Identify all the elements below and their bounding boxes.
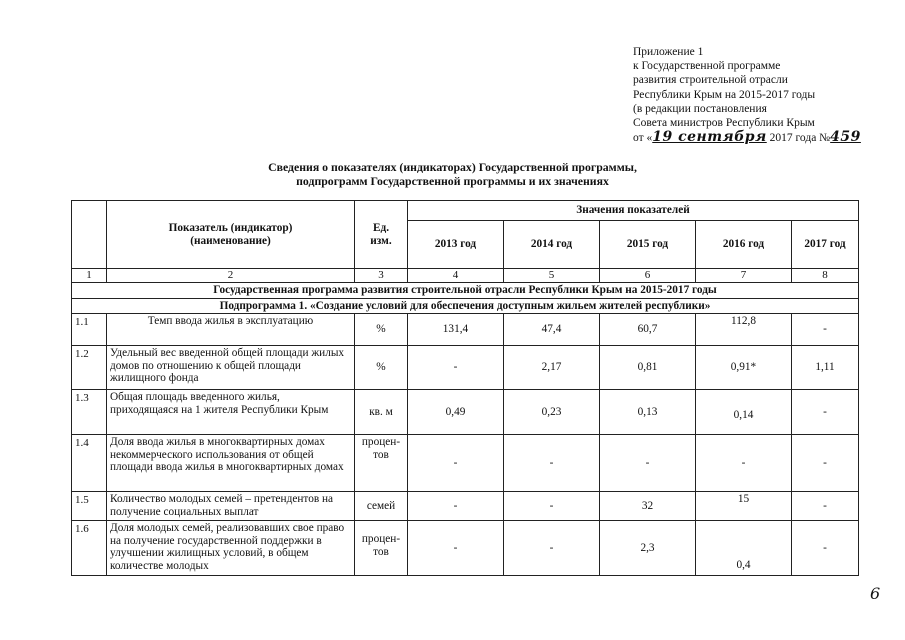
table-row [72, 390, 859, 435]
appendix-line: (в редакции постановления [633, 102, 767, 115]
row-unit: процен-тов [355, 435, 408, 492]
header-indicator-sub: (наименование) [190, 234, 271, 247]
row-number: 1.5 [72, 492, 107, 521]
appendix-date-line [633, 130, 861, 145]
date-prefix: от « [633, 132, 653, 145]
row-value-2015: 32 [600, 492, 696, 521]
row-indicator: Общая площадь введенного жилья, приходящаяся на 1 жителя Республики Крым [107, 390, 355, 435]
header-year: 2016 год [696, 221, 792, 269]
title-line-1: Сведения о показателях (индикаторах) Государственной программы, [268, 160, 637, 174]
row-value-2015: 2,3 [600, 521, 696, 576]
page-number: 6 [870, 584, 881, 603]
appendix-line: к Государственной программе [633, 60, 781, 73]
appendix-block [633, 45, 861, 145]
row-unit: процен-тов [355, 521, 408, 576]
row-value-2014: - [504, 435, 600, 492]
row-value-2016: 15 [696, 492, 792, 521]
row-value-2017: - [792, 390, 859, 435]
row-indicator: Доля ввода жилья в многоквартирных домах некоммерческого использования от общей площади ввода жилья в многоквартирных домах [107, 435, 355, 492]
row-unit: % [355, 346, 408, 390]
header-no-cell [72, 201, 107, 269]
header-year: 2013 год [408, 221, 504, 269]
table-row [72, 346, 859, 390]
row-indicator: Количество молодых семей – претендентов на получение социальных выплат [107, 492, 355, 521]
col-number: 6 [600, 269, 696, 283]
row-value-2015: 60,7 [600, 314, 696, 346]
appendix-line: Приложение 1 [633, 46, 704, 58]
row-value-2014: 0,23 [504, 390, 600, 435]
col-number: 1 [72, 269, 107, 283]
row-value-2014: - [504, 521, 600, 576]
date-suffix: 2017 года № [766, 132, 831, 145]
row-value-2016: 0,14 [696, 390, 792, 435]
col-number: 3 [355, 269, 408, 283]
col-number: 5 [504, 269, 600, 283]
handwritten-date: 19 сентября [652, 129, 767, 146]
header-indicator [107, 201, 355, 269]
row-unit: кв. м [355, 390, 408, 435]
col-number: 8 [792, 269, 859, 283]
row-value-2016: 0,4 [696, 521, 792, 576]
row-unit: % [355, 314, 408, 346]
header-unit [355, 201, 408, 269]
row-value-2017: 1,11 [792, 346, 859, 390]
header-year: 2017 год [792, 221, 859, 269]
row-indicator: Доля молодых семей, реализовавших свое право на получение государственной поддержки в улучшении жилищных условий, в общем количестве молодых [107, 521, 355, 576]
col-number: 4 [408, 269, 504, 283]
row-value-2013: 0,49 [408, 390, 504, 435]
row-number: 1.6 [72, 521, 107, 576]
header-unit-label: Ед. [372, 221, 390, 234]
row-value-2013: - [408, 435, 504, 492]
row-value-2016: - [696, 435, 792, 492]
header-year: 2014 год [504, 221, 600, 269]
row-indicator: Темп ввода жилья в эксплуатацию [107, 314, 355, 346]
row-value-2017: - [792, 314, 859, 346]
row-indicator: Удельный вес введенной общей площади жилых домов по отношению к общей площади жилищного фонда [107, 346, 355, 390]
row-value-2014: 2,17 [504, 346, 600, 390]
col-number: 2 [107, 269, 355, 283]
appendix-line: Совета министров Республики Крым [633, 117, 815, 130]
row-value-2015: 0,13 [600, 390, 696, 435]
table-row [72, 435, 859, 492]
row-value-2016: 0,91* [696, 346, 792, 390]
row-number: 1.2 [72, 346, 107, 390]
row-value-2014: - [504, 492, 600, 521]
row-value-2017: - [792, 521, 859, 576]
table-row [72, 492, 859, 521]
document-title [0, 160, 905, 188]
subprogram-title-row: Подпрограмма 1. «Создание условий для обеспечения доступным жильем жителей республики» [72, 298, 859, 314]
col-number: 7 [696, 269, 792, 283]
row-value-2017: - [792, 435, 859, 492]
title-line-2: подпрограмм Государственной программы и их значениях [296, 174, 609, 188]
header-indicator-label: Показатель (индикатор) [168, 221, 293, 234]
row-value-2013: - [408, 346, 504, 390]
table-row [72, 521, 859, 576]
row-value-2013: - [408, 492, 504, 521]
header-unit-sub: изм. [370, 234, 392, 247]
table-row [72, 314, 859, 346]
row-value-2017: - [792, 492, 859, 521]
handwritten-number: 459 [830, 129, 861, 146]
appendix-line: развития строительной отрасли [633, 74, 788, 87]
row-number: 1.4 [72, 435, 107, 492]
row-number: 1.3 [72, 390, 107, 435]
header-values-group: Значения показателей [408, 201, 859, 221]
indicators-table [71, 200, 859, 576]
row-value-2014: 47,4 [504, 314, 600, 346]
row-value-2016: 112,8 [696, 314, 792, 346]
header-year: 2015 год [600, 221, 696, 269]
row-value-2013: - [408, 521, 504, 576]
row-value-2015: - [600, 435, 696, 492]
program-title-row: Государственная программа развития строительной отрасли Республики Крым на 2015-2017 годы [72, 283, 859, 299]
row-unit: семей [355, 492, 408, 521]
row-number: 1.1 [72, 314, 107, 346]
appendix-line: Республики Крым на 2015-2017 годы [633, 88, 816, 101]
row-value-2015: 0,81 [600, 346, 696, 390]
row-value-2013: 131,4 [408, 314, 504, 346]
